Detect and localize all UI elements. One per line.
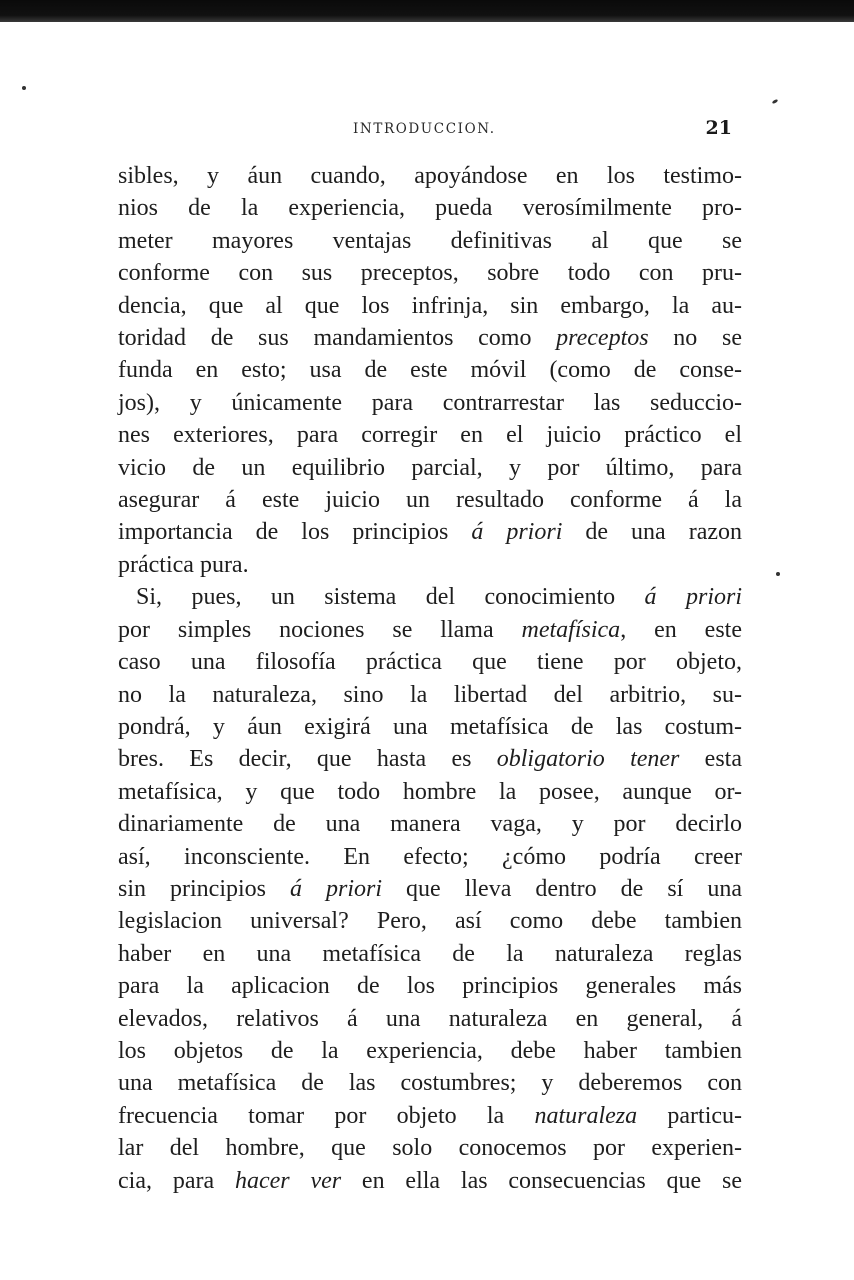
page-header (118, 117, 738, 143)
text-run: frecuencia tomar por objeto la (118, 1102, 535, 1129)
text-line (118, 679, 742, 711)
text-run: metafísica, y que todo hombre la posee, aunque or- (118, 778, 742, 805)
text-run: esta (679, 746, 742, 773)
text-line (118, 970, 742, 1002)
text-run: elevados, relativos á una naturaleza en general, á (118, 1005, 742, 1032)
scan-speck (772, 99, 779, 105)
text-line (118, 160, 742, 192)
italic-term: metafísica (521, 616, 621, 643)
text-run: una metafísica de las costumbres; y deberemos con (118, 1070, 742, 1097)
italic-term: hacer ver (234, 1167, 342, 1194)
text-run: dencia, que al que los infrinja, sin embargo, la au- (118, 292, 742, 319)
text-run: así, inconsciente. En efecto; ¿cómo podría creer (118, 843, 742, 870)
text-line (118, 419, 742, 451)
italic-term: preceptos (556, 325, 649, 352)
body-text (118, 160, 742, 1197)
text-line (118, 614, 742, 646)
text-line (118, 776, 742, 808)
text-line (118, 354, 742, 386)
text-run: conforme con sus preceptos, sobre todo con pru- (118, 260, 742, 287)
text-run: toridad de sus mandamientos como (118, 325, 557, 352)
text-run: bres. Es decir, que hasta es (118, 746, 497, 773)
text-line (118, 452, 742, 484)
scan-speck (22, 86, 26, 90)
text-line (118, 1165, 742, 1197)
italic-term: obligatorio tener (496, 746, 680, 773)
text-line (118, 905, 742, 937)
text-run: particu- (637, 1102, 742, 1129)
text-run: sin principios (118, 875, 291, 902)
text-run: Si, pues, un sistema del conocimiento (136, 584, 645, 611)
text-line (118, 808, 742, 840)
text-line (118, 873, 742, 905)
text-run: meter mayores ventajas definitivas al que se (118, 227, 742, 254)
text-run: los objetos de la experiencia, debe haber tambien (118, 1037, 742, 1064)
text-run: , en este (620, 616, 742, 643)
text-run: jos), y únicamente para contrarrestar las seduccio- (118, 389, 742, 416)
text-run: en ella las consecuencias que se (341, 1167, 742, 1194)
text-line (118, 1035, 742, 1067)
text-run: importancia de los principios (118, 519, 472, 546)
text-line (118, 1003, 742, 1035)
text-line (118, 225, 742, 257)
scan-top-border (0, 0, 854, 22)
text-line (118, 1067, 742, 1099)
text-run: nes exteriores, para corregir en el juicio práctico el (118, 422, 742, 449)
text-line (118, 743, 742, 775)
running-title: INTRODUCCION. (353, 121, 496, 137)
text-run: no se (648, 325, 742, 352)
text-run: dinariamente de una manera vaga, y por decirlo (118, 811, 742, 838)
italic-term: á priori (290, 875, 383, 902)
scan-speck (776, 572, 780, 576)
text-run: asegurar á este juicio un resultado conforme á la (118, 487, 742, 514)
text-run: nios de la experiencia, pueda verosímilmente pro- (118, 195, 742, 222)
text-run: para la aplicacion de los principios generales más (118, 973, 742, 1000)
text-run: sibles, y áun cuando, apoyándose en los testimo- (118, 163, 742, 189)
text-line (118, 841, 742, 873)
text-run: que lleva dentro de sí una (382, 875, 743, 902)
italic-term: naturaleza (534, 1102, 638, 1129)
text-run: caso una filosofía práctica que tiene por objeto, (118, 649, 742, 676)
text-run: no la naturaleza, sino la libertad del arbitrio, su- (118, 681, 742, 708)
text-line (118, 192, 742, 224)
text-line (118, 1132, 742, 1164)
text-line (118, 549, 742, 581)
text-run: de una razon (562, 519, 742, 546)
text-run: cia, para (118, 1167, 235, 1194)
text-line (118, 1100, 742, 1132)
text-run: legislacion universal? Pero, así como debe tambien (118, 908, 742, 935)
text-run: práctica pura. (118, 551, 249, 578)
text-line (118, 290, 742, 322)
text-run: lar del hombre, que solo conocemos por experien- (118, 1135, 742, 1162)
text-line (118, 322, 742, 354)
text-line (118, 711, 742, 743)
text-line (118, 646, 742, 678)
text-line (118, 387, 742, 419)
paragraph (118, 581, 742, 1197)
page-number: 21 (705, 117, 732, 139)
text-line (118, 257, 742, 289)
text-line (118, 516, 742, 548)
text-run: pondrá, y áun exigirá una metafísica de las costum- (118, 713, 742, 740)
text-run: haber en una metafísica de la naturaleza reglas (118, 940, 742, 967)
text-run: funda en esto; usa de este móvil (como de conse- (118, 357, 742, 384)
italic-term: á priori (471, 519, 563, 546)
text-line (118, 938, 742, 970)
italic-term: á priori (644, 584, 742, 611)
text-line (118, 581, 742, 613)
text-run: por simples nociones se llama (118, 616, 522, 643)
text-run: vicio de un equilibrio parcial, y por último, para (118, 454, 742, 481)
text-line (118, 484, 742, 516)
paragraph (118, 160, 742, 581)
